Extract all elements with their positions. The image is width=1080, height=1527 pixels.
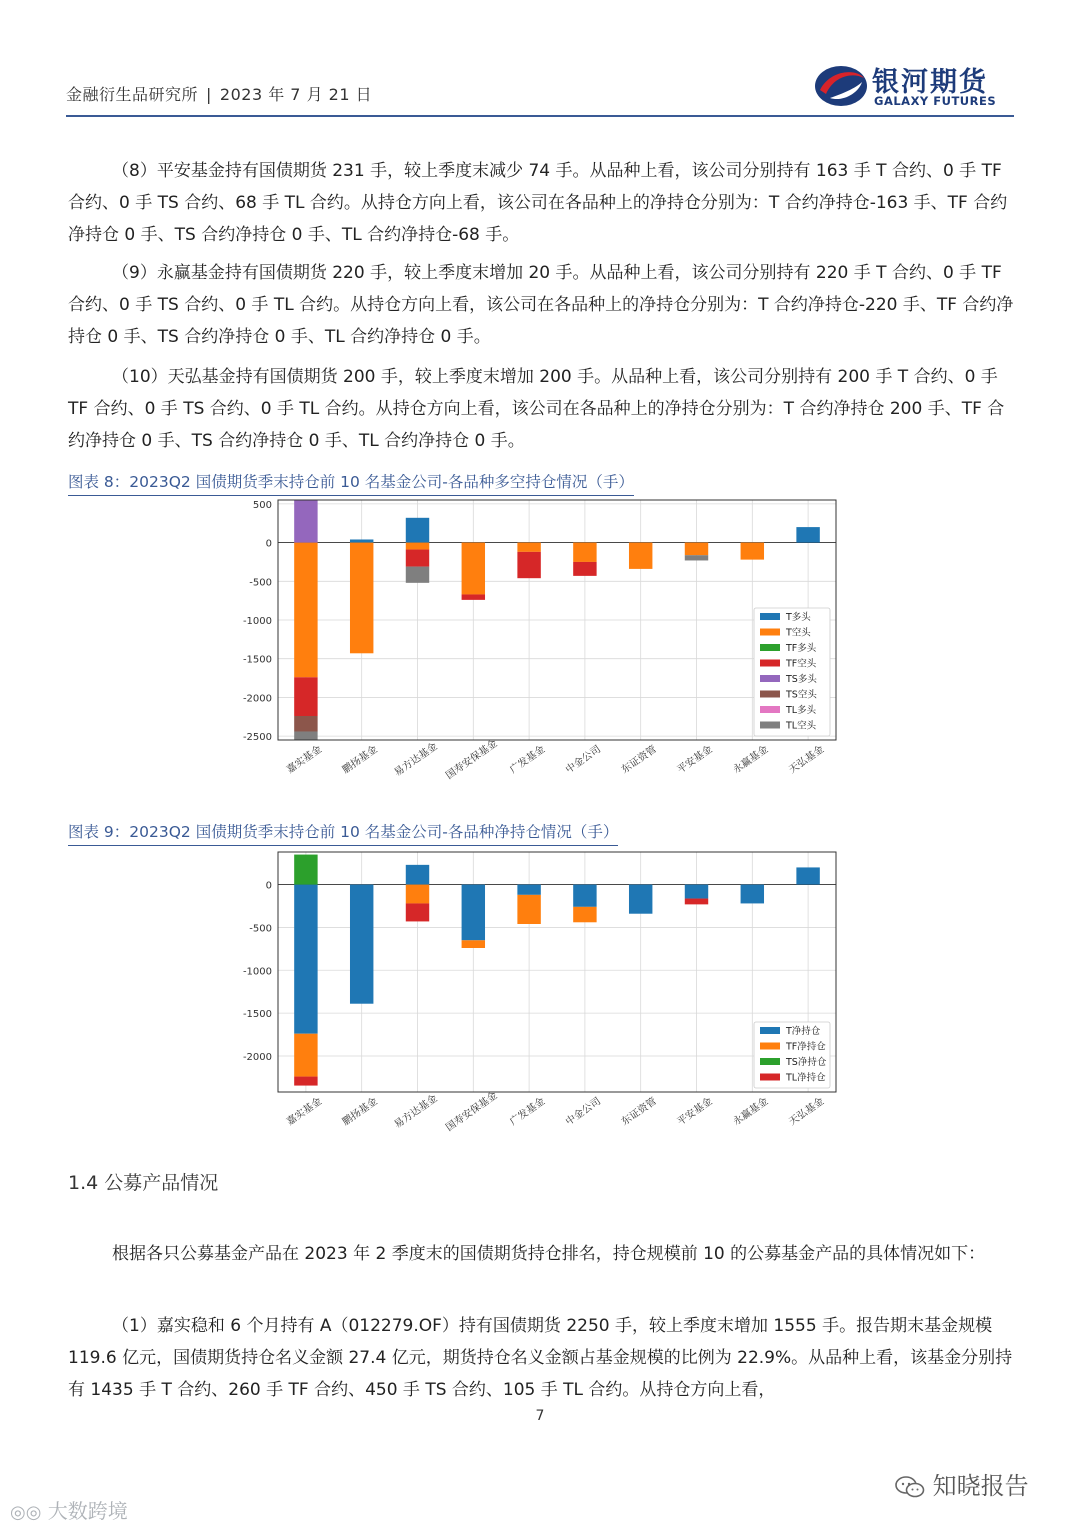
logo-chinese-name: 银河期货 xyxy=(872,67,988,98)
figure9-title: 图表 9：2023Q2 国债期货季末持仓前 10 名基金公司-各品种净持仓情况（手） xyxy=(68,820,618,846)
bar-T空头-中金公司 xyxy=(573,543,596,562)
paragraph-jiashi-text: （1）嘉实稳和 6 个月持有 A（012279.OF）持有国债期货 2250 手，较上季度末增加 1555 手。报告期末基金规模 119.6 亿元，国债期货持仓名义金额 27.4 亿元，期货持仓名义金额占基金规模的比例为 22.9%。从品种上看，该基金分别持有 1435 手 T 合约、260 手 TF 合约、450 手 TS 合约、105 手 TL 合约。从持仓方向上看， xyxy=(68,1316,1013,1400)
paragraph-intro-text: 根据各只公募基金产品在 2023 年 2 季度末的国债期货持仓排名，持仓规模前 10 的公募基金产品的具体情况如下： xyxy=(112,1244,986,1264)
x-tick-label: 嘉实基金 xyxy=(284,1095,325,1128)
paragraph-tianhong xyxy=(68,361,1014,457)
x-tick-label: 鹏扬基金 xyxy=(340,1095,380,1128)
paragraph-pingan xyxy=(68,155,1014,251)
y-tick-label: -2500 xyxy=(242,732,272,744)
header-divider-line xyxy=(66,115,1014,117)
bar-TF净持仓-中金公司 xyxy=(573,907,596,922)
header-divider: | xyxy=(206,85,212,104)
legend-swatch-TL净持仓 xyxy=(760,1074,780,1081)
legend-swatch-TL多头 xyxy=(760,706,780,713)
institute-name: 金融衍生品研究所 xyxy=(66,85,199,104)
bar-TF空头-广发基金 xyxy=(517,552,540,578)
figure9-chart xyxy=(230,848,850,1138)
x-tick-label: 中金公司 xyxy=(563,743,604,776)
x-tick-label: 永赢基金 xyxy=(731,1095,771,1128)
bar-T净持仓-易方达基金 xyxy=(406,865,429,885)
bar-T净持仓-中金公司 xyxy=(573,885,596,907)
galaxy-futures-logo xyxy=(812,60,1012,110)
y-tick-label: -2000 xyxy=(242,1052,272,1063)
legend-label-T多头: T多头 xyxy=(786,612,811,623)
y-tick-label: 500 xyxy=(252,499,272,511)
legend-swatch-TF空头 xyxy=(760,660,780,667)
bar-TF净持仓-易方达基金 xyxy=(406,885,429,904)
bar-T多头-鹏扬基金 xyxy=(350,539,373,542)
bar-TL空头-嘉实基金 xyxy=(294,731,317,739)
legend-label-TL多头: TL多头 xyxy=(786,705,817,716)
y-tick-label: -1000 xyxy=(242,616,272,627)
paragraph-tianhong-text: （10）天弘基金持有国债期货 200 手，较上季度末增加 200 手。从品种上看，该公司分别持有 200 手 T 合约、0 手 TF 合约、0 手 TS 合约、0 手 TL 合约。从持仓方向上看，该公司在各品种上的净持仓分别为：T 合约净持仓 200 手、TF 合约净持仓 0 手、TS 合约净持仓 0 手、TL 合约净持仓 0 手。 xyxy=(68,367,1005,451)
bar-T空头-平安基金 xyxy=(685,543,708,556)
legend-swatch-TF多头 xyxy=(760,644,780,651)
watermark-left-icon: ◎◎ xyxy=(10,1502,42,1523)
legend-label-T空头: T空头 xyxy=(786,627,811,639)
bar-T空头-易方达基金 xyxy=(406,543,429,550)
y-tick-label: -1000 xyxy=(242,966,272,978)
x-tick-label: 天弘基金 xyxy=(787,743,827,776)
bar-T净持仓-天弘基金 xyxy=(796,867,819,884)
bar-TS净持仓-嘉实基金 xyxy=(294,855,317,885)
bar-T空头-永赢基金 xyxy=(741,543,764,560)
x-tick-label: 易方达基金 xyxy=(392,741,440,779)
watermark-dashujingjing xyxy=(10,1495,128,1524)
y-tick-label: 0 xyxy=(265,880,272,892)
bar-T净持仓-东证资管 xyxy=(629,885,652,914)
legend-swatch-T多头 xyxy=(760,613,780,620)
y-tick-label: -500 xyxy=(249,577,272,589)
x-tick-label: 天弘基金 xyxy=(787,1095,827,1128)
legend-swatch-T净持仓 xyxy=(760,1027,780,1034)
logo-english-name: GALAXY FUTURES xyxy=(874,94,997,108)
legend-swatch-TF净持仓 xyxy=(760,1043,780,1050)
bar-TL净持仓-易方达基金 xyxy=(406,903,429,921)
x-tick-label: 嘉实基金 xyxy=(284,743,325,776)
bar-T净持仓-鹏扬基金 xyxy=(350,885,373,1004)
legend-swatch-TS空头 xyxy=(760,691,780,698)
x-tick-label: 平安基金 xyxy=(675,743,715,776)
wechat-icon xyxy=(895,1476,925,1498)
bar-T空头-鹏扬基金 xyxy=(350,543,373,654)
bar-T空头-嘉实基金 xyxy=(294,543,317,678)
y-tick-label: 0 xyxy=(265,538,272,550)
header-info xyxy=(66,82,372,105)
legend-label-TS多头: TS多头 xyxy=(786,674,817,685)
section-heading: 1.4 公募产品情况 xyxy=(68,1172,219,1194)
bar-TL空头-易方达基金 xyxy=(406,567,429,583)
bar-T多头-易方达基金 xyxy=(406,518,429,543)
y-tick-label: -1500 xyxy=(242,1009,272,1021)
bar-TF空头-嘉实基金 xyxy=(294,677,317,716)
x-tick-label: 东证资管 xyxy=(619,743,659,776)
bar-TS空头-嘉实基金 xyxy=(294,716,317,731)
bar-TF净持仓-国寿安保基金 xyxy=(462,940,485,948)
legend-label-TF净持仓: TF净持仓 xyxy=(786,1041,826,1053)
legend-label-TF多头: TF多头 xyxy=(786,643,817,654)
bar-T空头-东证资管 xyxy=(629,543,652,569)
watermark-left-text: 大数跨境 xyxy=(47,1499,128,1523)
bar-T净持仓-嘉实基金 xyxy=(294,885,317,1034)
x-tick-label: 东证资管 xyxy=(619,1095,659,1128)
bar-TL净持仓-平安基金 xyxy=(685,899,708,905)
legend-swatch-TL空头 xyxy=(760,722,780,729)
legend-label-T净持仓: T净持仓 xyxy=(786,1026,821,1037)
legend-label-TL净持仓: TL净持仓 xyxy=(786,1072,826,1084)
bar-T净持仓-永赢基金 xyxy=(741,885,764,904)
x-tick-label: 鹏扬基金 xyxy=(340,743,380,776)
x-tick-label: 中金公司 xyxy=(563,1095,604,1128)
bar-TF净持仓-嘉实基金 xyxy=(294,1034,317,1077)
bar-T多头-天弘基金 xyxy=(796,527,819,542)
y-tick-label: -2000 xyxy=(242,693,272,705)
galaxy-logo-icon xyxy=(812,60,870,110)
bar-T空头-国寿安保基金 xyxy=(462,543,485,595)
x-tick-label: 国寿安保基金 xyxy=(444,1090,500,1134)
paragraph-pingan-text: （8）平安基金持有国债期货 231 手，较上季度末减少 74 手。从品种上看，该公司分别持有 163 手 T 合约、0 手 TF 合约、0 手 TS 合约、68 手 TL 合约。从持仓方向上看，该公司在各品种上的净持仓分别为：T 合约净持仓-163 手、TF 合约净持仓 0 手、TS 合约净持仓 0 手、TL 合约净持仓-68 手。 xyxy=(68,161,1008,245)
bar-TS多头-嘉实基金 xyxy=(294,500,317,543)
legend-label-TS空头: TS空头 xyxy=(786,689,817,701)
bar-T净持仓-广发基金 xyxy=(517,885,540,895)
page-number: 7 xyxy=(535,1408,545,1424)
paragraph-yongying-text: （9）永赢基金持有国债期货 220 手，较上季度末增加 20 手。从品种上看，该公司分别持有 220 手 T 合约、0 手 TF 合约、0 手 TS 合约、0 手 TL 合约。从持仓方向上看，该公司在各品种上的净持仓分别为：T 合约净持仓-220 手、TF 合约净持仓 0 手、TS 合约净持仓 0 手、TL 合约净持仓 0 手。 xyxy=(68,263,1014,347)
legend-label-TL空头: TL空头 xyxy=(786,720,817,732)
y-tick-label: -1500 xyxy=(242,654,272,666)
legend-label-TS净持仓: TS净持仓 xyxy=(786,1057,827,1068)
bar-TF空头-国寿安保基金 xyxy=(462,594,485,599)
bar-TF净持仓-广发基金 xyxy=(517,895,540,924)
x-tick-label: 平安基金 xyxy=(675,1095,715,1128)
bar-T空头-广发基金 xyxy=(517,543,540,552)
x-tick-label: 广发基金 xyxy=(508,743,548,776)
legend-label-TF空头: TF空头 xyxy=(786,658,817,670)
bar-TF空头-中金公司 xyxy=(573,562,596,576)
bar-TF空头-易方达基金 xyxy=(406,550,429,567)
legend-swatch-T空头 xyxy=(760,629,780,636)
paragraph-intro xyxy=(68,1238,1014,1270)
bar-T净持仓-平安基金 xyxy=(685,885,708,899)
paragraph-yongying xyxy=(68,257,1014,353)
bar-TL净持仓-嘉实基金 xyxy=(294,1077,317,1086)
x-tick-label: 易方达基金 xyxy=(392,1093,440,1131)
y-tick-label: -500 xyxy=(249,923,272,935)
watermark-zhixiaobaogao xyxy=(895,1466,1029,1501)
figure8-title: 图表 8：2023Q2 国债期货季末持仓前 10 名基金公司-各品种多空持仓情况（手） xyxy=(68,470,634,496)
figure8-chart xyxy=(230,496,850,786)
watermark-right-text: 知晓报告 xyxy=(932,1472,1029,1500)
x-tick-label: 广发基金 xyxy=(508,1095,548,1128)
legend-swatch-TS净持仓 xyxy=(760,1058,780,1065)
page-header xyxy=(66,62,1014,117)
x-tick-label: 国寿安保基金 xyxy=(444,738,500,782)
x-tick-label: 永赢基金 xyxy=(731,743,771,776)
report-date: 2023 年 7 月 21 日 xyxy=(219,85,373,104)
bar-T净持仓-国寿安保基金 xyxy=(462,885,485,941)
paragraph-jiashi xyxy=(68,1310,1014,1406)
bar-TL空头-平安基金 xyxy=(685,555,708,560)
legend-swatch-TS多头 xyxy=(760,675,780,682)
